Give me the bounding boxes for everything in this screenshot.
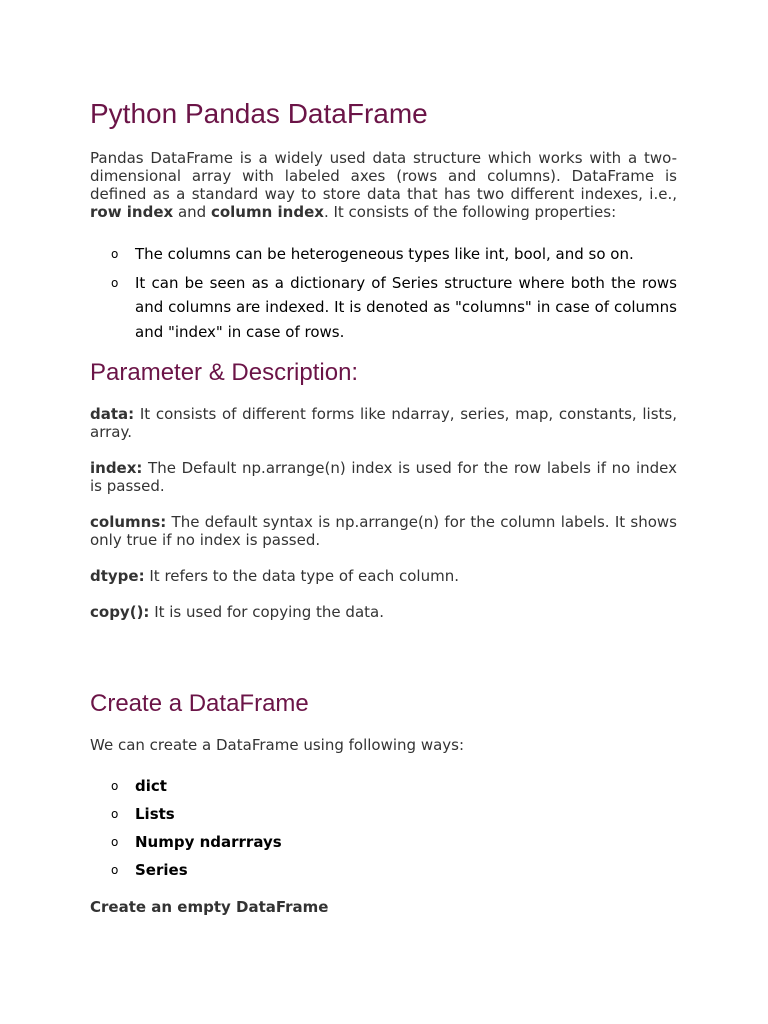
param-term: index: [90,459,143,477]
param-desc: The Default np.arrange(n) index is used for the row labels if no index is passed. [90,459,677,495]
page-title: Python Pandas DataFrame [90,98,428,129]
param-desc: It is used for copying the data. [149,603,384,621]
way-text: Lists [135,805,175,823]
create-heading: Create a DataFrame [90,690,309,717]
bullet-icon: o [111,275,119,290]
property-text: It can be seen as a dictionary of Series structure where both the rows and columns are indexed. It is denoted as "columns" in case of columns and "index" in case of rows. [135,273,677,341]
ways-list [90,772,677,884]
param-index [90,459,677,495]
list-item [90,800,677,828]
list-item [90,772,677,800]
param-desc: It refers to the data type of each column. [144,567,459,585]
way-text: dict [135,777,167,795]
bullet-icon: o [111,835,119,849]
empty-dataframe-heading: Create an empty DataFrame [90,898,329,916]
param-dtype [90,567,677,585]
param-desc: It consists of different forms like ndarray, series, map, constants, lists, array. [90,405,677,441]
bullet-icon: o [111,863,119,877]
param-term: dtype: [90,567,145,585]
param-data [90,405,677,441]
intro-bold-row-index: row index [90,203,174,221]
param-term: copy(): [90,603,150,621]
create-intro: We can create a DataFrame using following ways: [90,736,465,754]
param-term: columns: [90,513,167,531]
intro-paragraph [90,149,677,221]
list-item [90,828,677,856]
way-text: Numpy ndarrrays [135,833,282,851]
way-text: Series [135,861,188,879]
property-text: The columns can be heterogeneous types like int, bool, and so on. [135,245,634,263]
intro-bold-column-index: column index [210,203,324,221]
param-copy [90,603,677,621]
bullet-icon: o [111,779,119,793]
param-desc: The default syntax is np.arrange(n) for the column labels. It shows only true if no index is passed. [90,513,677,549]
bullet-icon: o [111,247,119,261]
list-item [90,271,677,345]
intro-text-2: and [173,203,211,221]
param-term: data: [90,405,135,423]
properties-list [90,242,677,344]
list-item [90,856,677,884]
param-columns [90,513,677,549]
intro-text-3: . It consists of the following properties: [323,203,617,221]
params-heading: Parameter & Description: [90,359,359,386]
list-item [90,242,677,267]
intro-text-1: Pandas DataFrame is a widely used data structure which works with a two-dimensional array with labeled axes (rows and columns). DataFrame is defined as a standard way to store data that has two different indexes, i.e., [90,149,677,203]
bullet-icon: o [111,807,119,821]
